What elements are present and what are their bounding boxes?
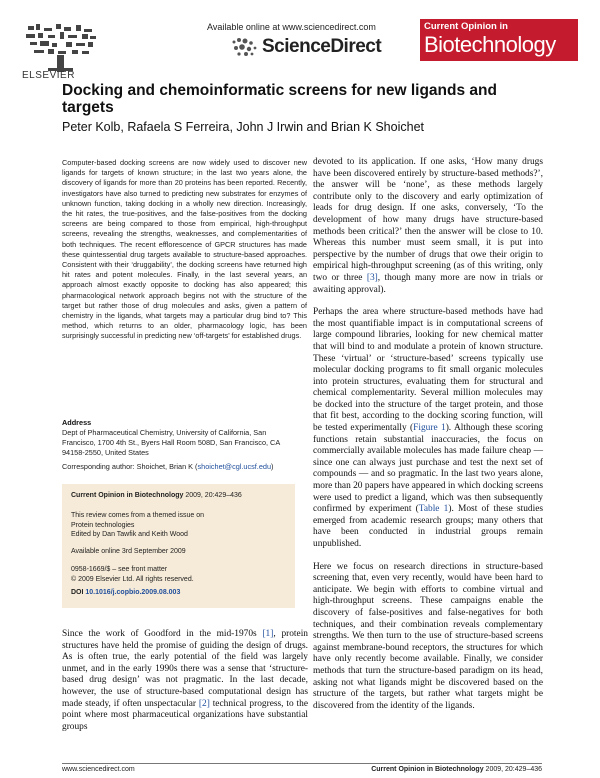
info-journal-citation — [71, 491, 242, 501]
info-review-line2: Protein technologies — [71, 521, 135, 529]
info-copyright-line: © 2009 Elsevier Ltd. All rights reserved. — [71, 575, 194, 583]
body-right-text-1b: , though many more are now in trials or awaiting approval). — [313, 272, 544, 295]
body-text-right — [313, 157, 543, 723]
info-review-line1: This review comes from a themed issue on — [71, 512, 205, 519]
article-info-box — [62, 484, 295, 608]
journal-banner — [420, 19, 578, 61]
corresponding-email-link[interactable]: shoichet@cgl.ucsf.edu — [197, 462, 272, 471]
info-available-online: Available online 3rd September 2009 — [71, 548, 186, 555]
ref-link-1[interactable]: [1] — [262, 629, 274, 639]
journal-banner-line2: Biotechnology — [424, 32, 556, 57]
body-right-text-2a: Perhaps the area where structure-based methods have had the most quantifiable impact is in computational screens of large compound libraries, looking for new chemical matter that will bind to and modulate a protein of known structure. These ‘virtual’ or ‘structure-based’ screens typically use molecular docking programs to fit small organic molecules into protein structures, evaluating them for structural and chemical complementarity. Several million molecules may be docked into the structure of the target protein, and those that fit best, according to the docking scoring function, will be tested experimentally ( — [313, 307, 543, 434]
footer-website: www.sciencedirect.com — [62, 766, 135, 773]
info-issn — [71, 565, 194, 584]
sciencedirect-logo — [230, 36, 381, 58]
address-heading: Address — [62, 418, 92, 427]
info-doi-label: DOI — [71, 589, 86, 596]
body-right-text-2c: ). Most of these studies emerged from academic research groups; many others that have been conducted in industrial groups remain unpublished. — [313, 504, 543, 549]
article-authors: Peter Kolb, Rafaela S Ferreira, John J Irwin and Brian K Shoichet — [62, 120, 424, 134]
sciencedirect-wordmark: ScienceDirect — [262, 36, 382, 57]
info-issn-line: 0958-1669/$ – see front matter — [71, 566, 168, 573]
publisher-name: ELSEVIER — [22, 70, 75, 81]
body-right-text-1a: devoted to its application. If one asks, ‘How many drugs have been discovered entirely by structure-based methods?’, the answer will be ‘none’, as these methods largely contribute only to the discovery and early optimization of leads for drug design. If one asks, conversely, ‘To the development of how many drugs have structure-based methods been critical?’ then the answer will be close to 10. Whereas this number must seem small, it is put into perspective by the number of drugs that owe their origin to empirical high-throughput screening (as of this writing, only two or three — [313, 157, 543, 283]
address: Dept of Pharmaceutical Chemistry, University of California, San Francisco, 1700 4th St., Byers Hall Room 508D, San Francisco, CA 94158-2550, United States — [62, 428, 280, 458]
info-doi — [71, 588, 180, 598]
body-right-text-2b: ). Although these scoring functions retain substantial inaccuracies, the focus on commercially available molecules has made failure cheap — since one can always just purchase and test the next set of compounds — and so pragmatic. In the last two years alone, more than 20 papers have appeared in which docking screens were used to predict a ligand, which was then subsequently confirmed by experiment ( — [313, 423, 543, 515]
info-journal-cite: 2009, 20:429–436 — [183, 492, 242, 499]
figure-1-link[interactable]: Figure 1 — [413, 423, 446, 434]
abstract: Computer-based docking screens are now widely used to discover new ligands for targets of known structure; in the last two years alone, the discovery of ligands for more than 20 proteins has been reported. Recently, investigators have also turned to predicting new substrates for enzymes of unknown function, taking docking in a wholly new direction. Increasingly, the hit rates, the true-positives, and the false-positives from the docking screens are being compared to those from empirical, high-throughput screens, revealing the strengths, weaknesses, and complementarities of both techniques. The recent efflorescence of GPCR structures has made these quintessential drug targets available to structure-based approaches. Consistent with their ‘druggability’, the docking screens have returned high hit rates and potent molecules. Finally, in the last several years, an approach almost exactly opposite to docking has also appeared; this pharmacological network approach begins not with the structure of the target but rather those of drug molecules and asks, given a pattern of chemistry in the ligands, what targets may a particular drug bind to? This method, which returns to an older, pharmacology logic, has been surprisingly successful in predicting new ‘off-targets’ for established drugs. — [62, 158, 307, 341]
body-paragraph-2 — [313, 307, 543, 550]
footer-journal-name: Current Opinion in Biotechnology — [371, 766, 484, 773]
body-left-text-2: , protein structures have held the promise of guiding the design of drugs. As is often true, the early potential of the field was largely unmet, and in the early 1990s there was a sense that ‘structure-based drug design’ was not pragmatic. In the last decade, however, the use of structure-based computational design has made steady, if often unspectacular — [62, 629, 308, 709]
elsevier-tree-logo-icon — [22, 18, 100, 78]
corresponding-suffix: ) — [271, 462, 274, 471]
ref-link-3[interactable]: [3] — [366, 272, 378, 283]
info-doi-link[interactable]: 10.1016/j.copbio.2009.08.003 — [85, 589, 181, 596]
info-journal-name: Current Opinion in Biotechnology — [71, 492, 184, 499]
table-1-link[interactable]: Table 1 — [418, 504, 449, 515]
footer-citation — [371, 766, 542, 773]
footer-divider — [62, 763, 542, 764]
info-review-line3: Edited by Dan Tawfik and Keith Wood — [71, 531, 188, 539]
body-text-left — [62, 629, 308, 733]
corresponding-author — [62, 462, 312, 471]
corresponding-prefix: Corresponding author: Shoichet, Brian K ( — [62, 462, 198, 471]
ref-link-2[interactable]: [2] — [198, 698, 210, 709]
body-paragraph-1 — [313, 157, 543, 296]
footer-journal-cite: 2009, 20:429–436 — [483, 766, 542, 773]
article-title: Docking and chemoinformatic screens for new ligands and targets — [62, 82, 497, 116]
available-online-text: Available online at www.sciencedirect.com — [207, 22, 376, 32]
body-paragraph-3: Here we focus on research directions in structure-based screening that, even very recently, would have been hard to anticipate. We begin with efforts to combine virtual and high-throughput screens. These campaigns enable the discovery of false-positives and false-negatives for both techniques, and their combination reveals complementary strengths. We then turn to the use of structure-based screens against membrane-bound receptors, the structures for which have only recently become available. Finally, we consider methods that turn the structure-based paradigm on its head, asking not what ligands might be discovered based on the structure of the targets, but rather what targets might be discovered from the identity of the ligands. — [313, 561, 543, 711]
sciencedirect-dots-icon — [230, 36, 258, 58]
body-left-text-1: Since the work of Goodford in the mid-1970s — [62, 629, 263, 639]
journal-banner-line1: Current Opinion in — [424, 21, 508, 32]
info-themed-issue — [71, 511, 204, 540]
body-left-text-3: technical progress, to the point where most pharmaceutical organizations have substantial groups — [62, 698, 309, 732]
